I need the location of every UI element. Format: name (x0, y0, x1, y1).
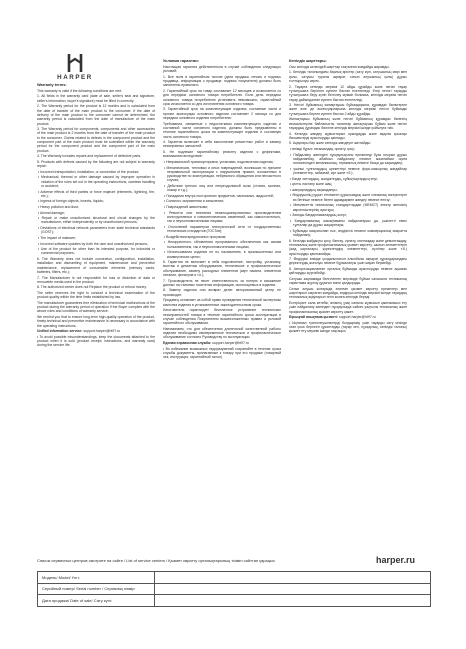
warranty-paragraph: 8. The authorized center does not Replace the product or refund money. (37, 285, 147, 290)
warranty-paragraph: • Бағдарламалық жасақтаманы пайдаланушы да, уәкілетті емес тұлғалар да дұрыс жаңартпауы; (290, 218, 407, 228)
date-of-sale-label: Дата продажи/ Date of sale/ Сату күні: (38, 595, 155, 607)
warranty-paragraph: • Механических, тепловых и иных повреждений, возникших по причине неправильной эксплуатации с нарушением правил, изложенных в руководстве по эксплуатации, небрежного обращения или несчастного случая; (164, 165, 281, 183)
hotline-line (289, 315, 407, 319)
brand-url-link[interactable]: harper.ru (376, 555, 416, 565)
keep-documents-note: • Во избежание возможных недоразумений сохраняйте в течение срока службы документы, прилагаемые к товару при его продаже (товарный чек, инструкция, гарантийный талон). (163, 346, 281, 360)
warranty-column-english (37, 83, 155, 538)
warranty-paragraph: 2. Гарантийный срок на товар составляет 12 месяцев и исчисляется со дня передачи основного товара потребителю. Если день передачи основного товара потребителю установить невозможно, гарантийный срок исчисляется со дня изготовления основного товара. (163, 88, 281, 106)
warranty-paragraph: • Incorrect software updates by both the user and unauthorized persons; (38, 241, 148, 246)
warranty-paragraph: Осы кепілдік келесідей шарттар сақталған жағдайда жарамды. (289, 64, 390, 69)
warranty-paragraphs (163, 65, 281, 340)
warranty-paragraphs (289, 65, 407, 314)
warranty-paragraph: 6. Кепілдік жабдықты қосу, баптау, орнату, монтаждау және демонтаждау, техникалық және профилактикалық қызмет көрсету, шығын элементтерін (жад карталары, қоректендіру элементтері, сүзгілер және т.б.) ауыстыруды қамтымайды; (289, 238, 407, 256)
warranty-paragraph: • Repair or make unauthorized structural and circuit changes by the manufacturer, either independently or by unauthorized persons; (38, 216, 155, 225)
warranty-paragraph: 3. Гарантийный срок на комплектующие изделия, составные части и прочие аксессуары основного изделия составляет 2 месяца со дня передачи основного изделия потребителю. (163, 107, 281, 121)
serial-number-label: Серийный номер/ Serial number / Сериялық нөмір: (38, 583, 155, 595)
serial-number-value-field[interactable] (155, 583, 431, 595)
warranty-paragraph: • Use of the product for other than its intended purpose, for industrial or commercial purposes; (38, 247, 155, 256)
table-row (38, 595, 431, 607)
warranty-paragraph: Требования, связанные с недостатками комплектующего изделия и составной части основного изделия, должны быть предъявлены в течение гарантийного срока на комплектующее изделие и составную часть основного товара. (163, 121, 281, 139)
warranty-paragraph: • The impact of malware; (38, 235, 76, 240)
warranty-paragraph: The manufacturer guarantees free elimination of technical malfunctions of the product during the warranty period of operation if the Buyer complies with the above rules and conditions of warranty service. (37, 300, 155, 314)
warranty-paragraph: 6. Гарантия не включает в себя подключение, настройку, установку, монтаж и демонтаж оборудования, техническое и профилактическое обслуживание, замену расходных элементов (карт памяти, элементов питания, фильтров и т.п.); (163, 260, 281, 277)
warranty-paragraph: • Некорректного обновления программного обеспечения как самим пользователем, так и неуполномоченными лицами; (164, 240, 281, 249)
warranty-paragraph: Сатып алушы жоғарыда аталған қызмет көрсету ережелері мен шарттарын сақтаған жағдайда, өндіруші кепілдік мерзімі ішінде тауардың техникалық ақауларын тегін жоюға кепілдік береді. (289, 286, 407, 300)
warranty-paragraph: • Mechanical, thermal or other damage caused by improper operation in violation of the rules set out in the operating instructions, careless handling or accident; (38, 175, 155, 188)
warranty-paragraph: 2. Тауарға кепілдік мерзімі 12 айды құрайды және негізгі тауар тұтынушыға берілген күннен бастап есептеледі. Егер негізгі тауарды тұтынушыға беру күнін белгілеу мүмкін болмаса, кепілдік мерзімі негізгі тауар дайындалған күннен бастап есептеледі. (289, 84, 407, 102)
harper-logo-icon (67, 53, 83, 73)
warranty-paragraph: 3. Негізгі бұйымның жинақтаушы бұйымдарына, құрамдас бөліктеріне және өзге де аксессуарларына кепілдік мерзімі негізгі бұйымды тұтынушыға берген күннен бастап 2 айды құрайды. (289, 103, 407, 116)
warranty-paragraph: 5. Products with defects caused by the following are not subject to warranty repair: (37, 159, 155, 169)
warranty-paragraph: • Неправильной транспортировки, установки, подключения изделия; (164, 159, 274, 164)
warranty-paragraph: • Heavy pollution and dust; (38, 204, 79, 209)
brand-name: HARPER (57, 74, 93, 81)
date-of-sale-value-field[interactable] (155, 595, 431, 607)
warranty-paragraph: 4. Гарантия включает в себя выполнение ремонтных работ и замену неисправных запчастей. (163, 140, 281, 149)
table-row (38, 583, 431, 595)
warranty-paragraph: 1. Все поля в гарантийном талоне (дата продажи, печать и подпись продавца, информация о продавце, подпись покупателя) должны быть заполнены правильно. (163, 74, 281, 88)
warranty-paragraph: • Бөгде заттардың, жәндіктердің, сұйықтықтардың енуі; (290, 176, 378, 181)
warranty-card-table (37, 571, 431, 607)
warranty-paragraph: 7. Өндіруші өнімде қолданылатын алынбалы ақпарат құралдарындағы деректердің жоғалуы немесе бұрмалануы үшін жауап бермейді. (289, 257, 407, 266)
hotline-label: Бірыңғай анықтама қызметі: (289, 315, 339, 320)
warranty-paragraph: • қатты ластану және шаң; (290, 182, 333, 187)
warranty-paragraph: • жануарлардың зақымдануы; (290, 187, 338, 192)
column-title: Кепілдік шарттары: (289, 59, 327, 63)
service-centers-title: Список сервисных центров смотрите на сайте / List of service centers / Қызмет көрсету орталықтарының тізімін сайттан қараңыз (37, 558, 275, 563)
warranty-paragraph: • Бұйымды мақсатынан тыс, өндірістік немесе коммерциялық мақсатта пайдалану; (290, 228, 407, 238)
warranty-paragraph: • Повреждений животными; (164, 205, 209, 210)
hotline-label: Единая справочная служба: (163, 340, 212, 345)
warranty-paragraph: Продавец оставляет за собой право проведения технической экспертизы качества изделия в установленные законодательством сроки. (163, 298, 281, 307)
warranty-paragraph: 5. Ақаулары бар және кепілдік жөндеуге жатпайды: (289, 141, 371, 146)
model-label: Модель/ Model/ Үлгі: (38, 572, 155, 584)
warranty-paragraph: The seller reserves the right to conduct a technical examination of the product quality within the time limits established by law. (37, 291, 155, 300)
warranty-paragraph: • Использования изделия не по назначению, в промышленных или коммерческих целях; (164, 250, 281, 259)
warranty-paragraph: • Ingress of foreign objects, insects, liquids; (38, 199, 104, 204)
warranty-paragraph: • Воздействия вредоносных программ; (164, 234, 227, 239)
brand-logo (40, 53, 110, 81)
keep-documents-note: • Ықтимал түсініспеушіліктерді болдырмау үшін тауарды сату кезінде оған қоса берілген құжаттарды (тауар чегі, нұсқаулық, кепілдік талоны) қызмет ету мерзімі ішінде сақтаңыз. (289, 320, 407, 334)
warranty-paragraph: • өнімді бұрыс тасымалдау, орнату, қосу; (290, 147, 355, 152)
warranty-paragraph: Естеріңізге сала кетейік, өнімнің ұзақ сапалы жұмысын қамтамасыз ету үшін пайдалану жөніндегі нұсқаулыққа сәйкес уақтылы техникалық және профилактикалық қызмет көрсету қажет. (289, 300, 407, 314)
warranty-paragraph: • Сильного загрязнения и запыления; (164, 199, 224, 204)
keep-documents-note: • To avoid possible misunderstandings, keep the documents attached to the product when it is sold (product receipt, instructions, and warranty card) during the service life. (37, 334, 155, 348)
warranty-paragraph: 7. The Manufacturer is not responsible for loss or distortion of data or removable media used in the product. (37, 275, 155, 284)
warranty-paragraph: 5. Не подлежат гарантийному ремонту изделия с дефектами, возникшими вследствие: (163, 150, 281, 159)
warranty-paragraph: Жинақтаушы бұйымның және негізгі бұйымның құрамдас бөлігінің кемшіліктеріне байланысты талаптар жинақтаушы бұйым және негізгі тауардың құрамдас бөлігіне кепілдік мерзімі ішінде қойылуға тиіс. (289, 117, 407, 130)
warranty-paragraphs (37, 89, 155, 328)
warranty-paragraph: • Adverse effects of third parties or force majeure (elements, lightning, fire, etc.); (38, 189, 155, 198)
warranty-paragraph: 4. The Warranty includes repairs and replacement of defective parts. (37, 154, 142, 159)
warranty-paragraph: • Incorrect transportation, installation, or connection of the product; (38, 169, 140, 174)
warranty-paragraph: 6. The Warranty does not include connection, configuration, installation, installation and dismantling of equipment, maintenance and preventive maintenance, replacement of consumable elements (memory cards, batteries, filters, etc.); (37, 257, 155, 274)
warranty-paragraph: 3. The Warranty period for components, components and other accessories of the main product is 2 months from the date of transfer of the main product to the consumer. Claims related to defects in the component product and the component part of the main product must be submitted within the warranty period for the component product and the component part of the main product. (37, 127, 155, 153)
warranty-paragraph: • Ремонта или внесения несанкционированных производителем конструктивных и схемотехнических изменений, как самостоятельно, так и неуполномоченными лицами; (164, 210, 281, 224)
warranty-paragraph: • Пайдалану жөніндегі нұсқаулықтағы ережеледі бұза отырып дұрыс пайдаланбау, абайсыз пайдалану немесе жазатайым оқиға нәтижесіндегі механикалық, термиялық немесе басқа да зақымдану; (290, 152, 407, 166)
warranty-column-russian (163, 59, 281, 538)
hotline-line (163, 341, 281, 345)
column-title: Warranty terms: (37, 83, 67, 87)
warranty-paragraph: • Deviations of electrical network parameters from state technical standards (GOST); (38, 226, 155, 235)
warranty-paragraph: • үшінші тұлғалардың әрекеттері немесе форс-мажорлық жағдайлар (элементтер, найзағай, өрт және т.б.); (290, 166, 407, 176)
hotline-email[interactable]: support-harper@ht97.ru (212, 340, 249, 345)
warranty-paragraph: 2. The Warranty period for the product is 12 months and is calculated from the date of transfer of the main product to the consumer. If the date of delivery of the main product to the consumer cannot be determined, the warranty period is calculated from the date of manufacture of the main product. (37, 104, 155, 126)
warranty-paragraph: Настоящая гарантия действительна в случае соблюдения следующих условий: (163, 64, 281, 74)
column-title: Условия гарантии: (163, 59, 199, 63)
warranty-paragraph: Сатушы заңнамада белгіленген мерзімде бұйым сапасына техникалық сараптама жүргізу құқығын өзіне қалдырады. (289, 276, 407, 286)
warranty-paragraph: Изготовитель гарантирует бесплатное устранение технических неисправностей товара в течение гарантийного срока эксплуатации в случае соблюдения Покупателем вышеизложенных правил и условий гарантийного обслуживания. (163, 308, 281, 326)
hotline-label: Unified information service: (37, 329, 83, 334)
warranty-paragraph: • Действия третьих лиц или непреодолимой силы (стихия, молния, пожар и т.д.); (164, 183, 281, 193)
warranty-paragraph: • Өндірушінің рұқсат етілмеген құрылымдық және схемалық өзгерістерін өз бетінше немесе бөтен адамдармен жөндеу немесе енгізу; (290, 193, 407, 202)
warranty-paragraph: • Мемлекеттік техникалық стандарттардан (МЕМСТ) электр желісінің көрсеткіштерінің ауытқуы; (290, 203, 407, 212)
warranty-paragraph: • Animal damage; (38, 210, 65, 215)
warranty-paragraph: 4. Кепілдік жөндеу жұмыстарын орындауды және ақаулы қосалқы бөлшектерді ауыстыруды қамтиды. (289, 131, 407, 140)
warranty-paragraph: 8. Авторизацияланған орталық бұйымды ауыстыруды немесе ақшаны қайтаруды жүргізбейді. (289, 267, 407, 276)
warranty-paragraph: Напоминаем, что для обеспечения длительной качественной работы изделия необходимо своевременное техническое и профилактическое обслуживание согласно Руководству по эксплуатации. (163, 326, 281, 340)
warranty-paragraph: 1. All fields in the warranty card (date of sale, seller's seal and signature, seller's information, buyer's signature) must be filled in correctly. (37, 94, 155, 103)
table-row (38, 572, 431, 584)
warranty-paragraph: We remind you that to ensure long-term high-quality operation of the product, timely technical and preventive maintenance is necessary in accordance with the operating instructions. (37, 315, 155, 328)
warranty-paragraph: 7. Производитель не несет ответственность за потерю и искажение данных на съемных носителях информации, используемых в изделии. (163, 278, 281, 287)
hotline-email[interactable]: support-harper@ht97.ru (339, 315, 376, 320)
warranty-paragraph: 1. Кепілдік талонындағы барлық өрістер (сату күні, сатушының мөрі мен қолы, сатушы туралы ақпарат, сатып алушының қолы) дұрыс толтырылуы керек. (289, 70, 407, 84)
hotline-email[interactable]: support-harper@ht97.ru (83, 329, 121, 334)
warranty-paragraph: 8. Замену изделия или возврат денег авторизованный центр не производит. (163, 288, 281, 297)
warranty-paragraph: This warranty is valid if the following conditions are met: (37, 88, 122, 93)
warranty-column-kazakh (289, 59, 407, 538)
warranty-paragraph: • Зиянды бағдарламалардың әсері; (290, 213, 347, 218)
warranty-paragraph: • Попадания внутрь посторонних предметов, насекомых, жидкостей; (164, 193, 274, 198)
hotline-line (37, 329, 155, 333)
model-value-field[interactable] (155, 572, 431, 584)
warranty-paragraph: • Отклонений параметров электрической сети от государственных технических стандартов (ГОСТов); (164, 224, 281, 234)
